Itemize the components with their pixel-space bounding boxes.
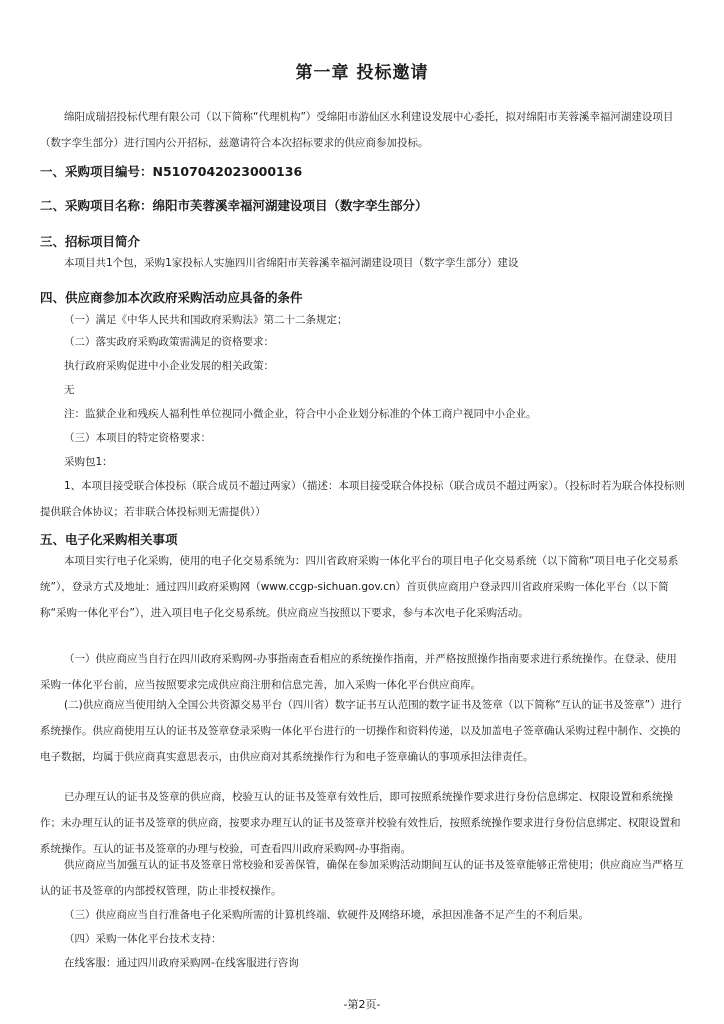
page-number: -第2页-: [343, 998, 381, 1011]
section-5-para-8: 在线客服：通过四川政府采购网-在线客服进行咨询: [64, 957, 299, 969]
section-5-para-2: （一）供应商应当自行在四川政府采购网-办事指南查看相应的系统操作指南，并严格按照操作指南要求进行系统操作。在登录、使用采购一体化平台前，应当按照要求完成供应商注册和信息完善，加入采购一体化平台供应商库。: [40, 653, 677, 691]
section-4-item-8: 1、本项目接受联合体投标（联合成员不超过两家）（描述：本项目接受联合体投标（联合成员不超过两家）。（投标时若为联合体投标则提供联合体协议；若非联合体投标则无需提供））: [40, 480, 685, 518]
section-1-heading: [40, 162, 700, 182]
section-4-package: 采购包1：: [64, 456, 113, 468]
section-3-heading: 三、招标项目简介: [40, 234, 141, 249]
section-5-para-3: (二)供应商应当使用纳入全国公共资源交易平台（四川省）数字证书互认范围的数字证书及签章（以下简称“互认的证书及签章”）进行系统操作。供应商使用互认的证书及签章登录采购一体化平台进行的一切操作和资料传递，以及加盖电子签章确认采购过程中制作、交换的电子数据，均属于供应商真实意思表示，由供应商对其系统操作行为和电子签章确认的事项承担法律责任。: [40, 699, 682, 763]
section-5-para-1: 本项目实行电子化采购，使用的电子化交易系统为：四川省政府采购一体化平台的项目电子化交易系统（以下简称“项目电子化交易系统”），登录方式及地址：通过四川政府采购网（www.ccgp-sichuan.gov.cn）首页供应商用户登录四川省政府采购一体化平台（以下简称“采购一体化平台”），进入项目电子化交易系统。供应商应当按照以下要求，参与本次电子化采购活动。: [40, 555, 679, 619]
section-2-heading: 二、采购项目名称：绵阳市芙蓉溪幸福河湖建设项目（数字孪生部分）: [40, 198, 428, 213]
section-4-item-6: （三）本项目的特定资格要求：: [64, 432, 211, 444]
section-3-text: 本项目共1个包，采购1家投标人实施四川省绵阳市芙蓉溪幸福河湖建设项目（数字孪生部分）建设: [64, 257, 519, 269]
chapter-title: 第一章 投标邀请: [295, 63, 429, 83]
section-4-note: 注：监狱企业和残疾人福利性单位视同小微企业，符合中小企业划分标准的个体工商户视同中小企业。: [64, 408, 537, 420]
section-5-para-5: 供应商应当加强互认的证书及签章日常校验和妥善保管，确保在参加采购活动期间互认的证书及签章能够正常使用；供应商应当严格互认的证书及签章的内部授权管理，防止非授权操作。: [40, 859, 684, 897]
section-4-item-2: （二）落实政府采购政策需满足的资格要求：: [64, 336, 274, 348]
section-5-para-7: （四）采购一体化平台技术支持：: [64, 933, 222, 945]
section-4-item-4: 无: [64, 384, 75, 396]
section-4-item-3: 执行政府采购促进中小企业发展的相关政策：: [64, 360, 274, 372]
section-5-heading: 五、电子化采购相关事项: [40, 532, 178, 547]
project-number-value: N5107042023000136: [152, 164, 303, 179]
intro-paragraph: 绵阳成瑞招投标代理有限公司（以下简称“代理机构”）受绵阳市游仙区水利建设发展中心委托，拟对绵阳市芙蓉溪幸福河湖建设项目（数字孪生部分）进行国内公开招标，兹邀请符合本次招标要求的供应商参加投标。: [40, 111, 674, 149]
section-4-heading: 四、供应商参加本次政府采购活动应具备的条件: [40, 290, 303, 305]
section-5-para-6: （三）供应商应当自行准备电子化采购所需的计算机终端、软硬件及网络环境，承担因准备不足产生的不利后果。: [64, 909, 589, 921]
project-number-label: 一、采购项目编号：: [40, 164, 153, 179]
section-4-item-1: （一）满足《中华人民共和国政府采购法》第二十二条规定；: [64, 314, 348, 326]
section-5-para-4: 已办理互认的证书及签章的供应商，校验互认的证书及签章有效性后，即可按照系统操作要求进行身份信息绑定、权限设置和系统操作；未办理互认的证书及签章的供应商，按要求办理互认的证书及签章并校验有效性后，按照系统操作要求进行身份信息绑定、权限设置和系统操作。互认的证书及签章的办理与校验，可查看四川政府采购网-办事指南。: [40, 791, 681, 855]
